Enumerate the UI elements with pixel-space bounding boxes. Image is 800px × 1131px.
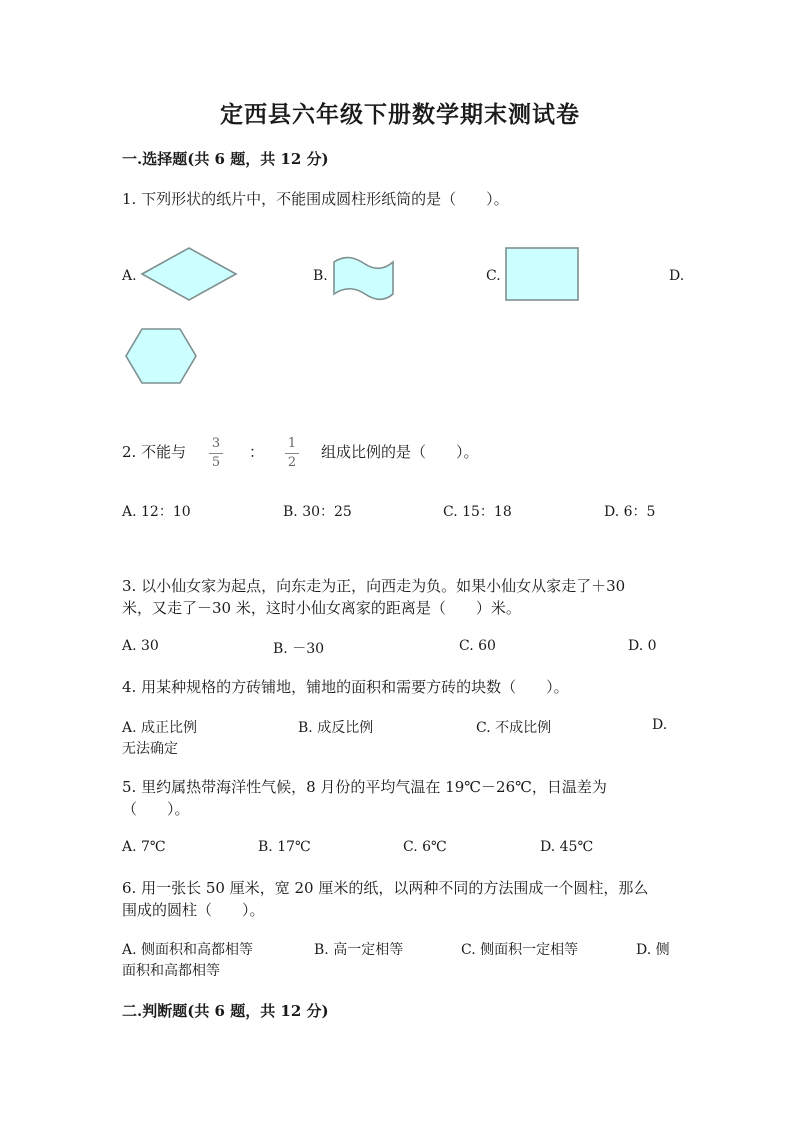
question-3-line-2: 米，又走了－30 米，这时小仙女离家的距离是（ ）米。 — [122, 599, 521, 617]
section-heading-choice: 一.选择题(共 6 题，共 12 分) — [122, 150, 329, 168]
question-4-option-d-wrap: 无法确定 — [122, 741, 178, 757]
question-6-option-a: A. 侧面积和高都相等 — [122, 942, 254, 958]
question-4-option-c: C. 不成比例 — [476, 720, 552, 736]
question-2-option-b: B. 30：25 — [283, 504, 352, 520]
question-4-text: 4. 用某种规格的方砖铺地，铺地的面积和需要方砖的块数（ ）。 — [122, 678, 569, 696]
question-3-option-d: D. 0 — [628, 638, 657, 654]
hexagon-icon — [124, 327, 198, 385]
question-3-option-a: A. 30 — [122, 638, 159, 654]
question-2-option-c: C. 15：18 — [443, 504, 512, 520]
rhombus-icon — [140, 246, 238, 302]
question-6-option-b: B. 高一定相等 — [314, 942, 404, 958]
wavy-flag-icon — [332, 256, 396, 301]
question-1-option-c: C. — [486, 268, 501, 284]
fraction-three-fifths: 3 5 — [208, 436, 224, 471]
question-5-line-1: 5. 里约属热带海洋性气候，8 月份的平均气温在 19℃－26℃，日温差为 — [122, 778, 607, 796]
page-title: 定西县六年级下册数学期末测试卷 — [220, 101, 580, 128]
question-5-option-b: B. 17℃ — [258, 839, 311, 855]
rectangle-icon — [505, 247, 579, 301]
question-6-option-d-wrap: 面积和高都相等 — [122, 963, 220, 979]
question-5-option-c: C. 6℃ — [403, 839, 447, 855]
question-5-option-a: A. 7℃ — [122, 839, 166, 855]
question-2-option-d: D. 6：5 — [604, 504, 656, 520]
question-4-option-d: D. — [652, 717, 668, 733]
question-1-text: 1. 下列形状的纸片中，不能围成圆柱形纸筒的是（ ）。 — [122, 190, 509, 208]
question-4-option-a: A. 成正比例 — [122, 720, 198, 736]
question-3-option-b: B. －30 — [273, 641, 325, 657]
question-2-text-end: 组成比例的是（ ）。 — [321, 443, 479, 461]
question-6-option-d: D. 侧 — [636, 942, 670, 958]
question-5-option-d: D. 45℃ — [540, 839, 594, 855]
question-1-option-b: B. — [313, 268, 328, 284]
question-6-line-2: 围成的圆柱（ ）。 — [122, 901, 265, 919]
question-1-option-d: D. — [669, 268, 685, 284]
question-2-option-a: A. 12：10 — [122, 504, 191, 520]
question-1-option-a: A. — [122, 268, 137, 284]
question-6-option-c: C. 侧面积一定相等 — [461, 942, 579, 958]
question-5-line-2: （ ）。 — [122, 800, 190, 818]
question-3-line-1: 3. 以小仙女家为起点，向东走为正，向西走为负。如果小仙女从家走了＋30 — [122, 577, 626, 595]
question-3-option-c: C. 60 — [459, 638, 496, 654]
question-2-text-start: 2. 不能与 — [122, 443, 187, 461]
question-6-line-1: 6. 用一张长 50 厘米，宽 20 厘米的纸，以两种不同的方法围成一个圆柱，那么 — [122, 879, 649, 897]
ratio-colon: ： — [249, 443, 265, 461]
question-4-option-b: B. 成反比例 — [298, 720, 374, 736]
section-heading-judgement: 二.判断题(共 6 题，共 12 分) — [122, 1002, 329, 1020]
fraction-one-half: 1 2 — [284, 436, 300, 471]
